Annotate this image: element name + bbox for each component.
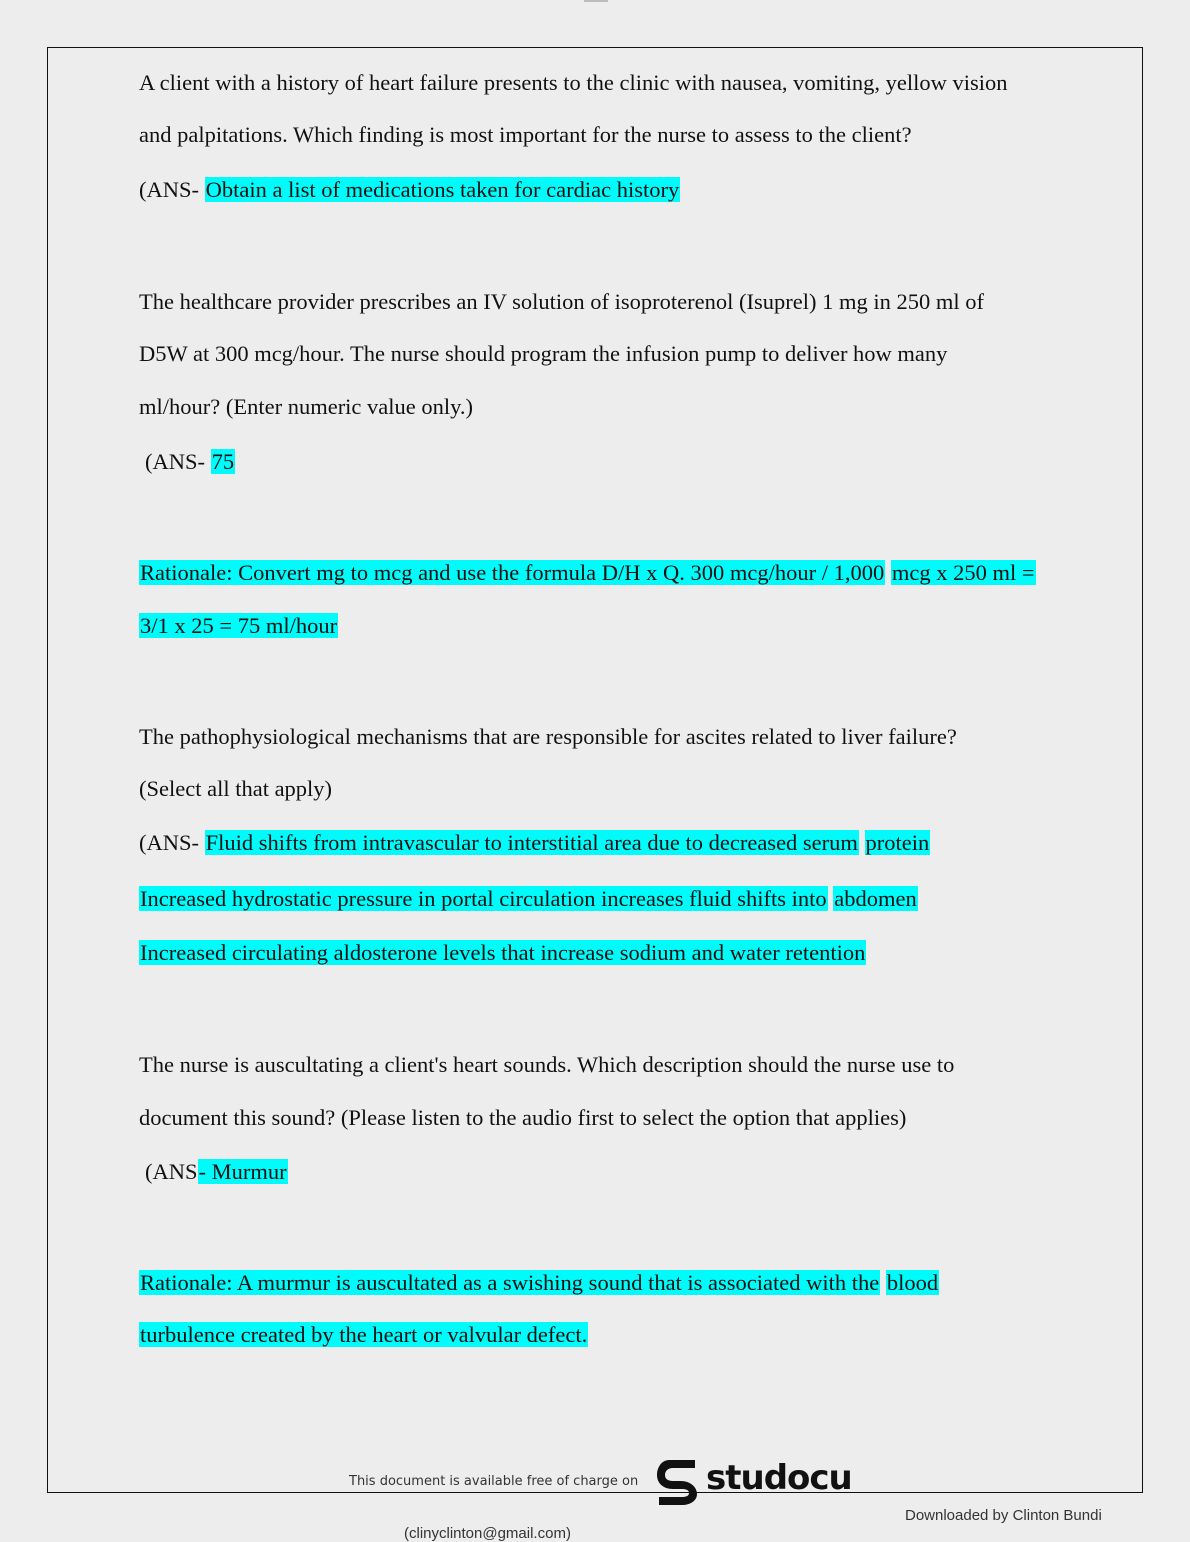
q3-answer-1b: protein <box>865 830 930 855</box>
q3-answer-3: Increased circulating aldosterone levels that increase sodium and water retention <box>140 940 866 965</box>
q4-line-2: document this sound? (Please listen to the audio first to select the option that applies) <box>139 1105 907 1130</box>
q3-answer-2b: abdomen <box>834 886 917 911</box>
q3-line-2: (Select all that apply) <box>139 776 333 801</box>
top-mark <box>584 0 608 2</box>
q2-line-2: D5W at 300 mcg/hour. The nurse should program the infusion pump to deliver how many <box>139 341 948 366</box>
studocu-brand[interactable]: studocu <box>706 1458 852 1498</box>
q3-line-1: The pathophysiological mechanisms that are responsible for ascites related to liver failure? <box>139 724 957 749</box>
q3-answer-2a: Increased hydrostatic pressure in portal circulation increases fluid shifts into <box>140 886 827 911</box>
q4-rationale-line-1 <box>139 1270 939 1296</box>
q4-rationale-a: Rationale: A murmur is auscultated as a swishing sound that is associated with the <box>140 1270 880 1295</box>
q2-rationale-a: Rationale: Convert mg to mcg and use the formula D/H x Q. 300 mcg/hour / 1,000 <box>140 560 885 585</box>
downloaded-by: Downloaded by Clinton Bundi <box>905 1507 1102 1524</box>
available-free-text: This document is available free of charge on <box>349 1474 639 1489</box>
q2-line-1: The healthcare provider prescribes an IV solution of isoproterenol (Isuprel) 1 mg in 250 ml of <box>139 289 984 314</box>
q3-answer-1a: Fluid shifts from intravascular to interstitial area due to decreased serum <box>205 830 858 855</box>
q4-line-1: The nurse is auscultating a client's heart sounds. Which description should the nurse use to <box>139 1052 955 1077</box>
q2-rationale-c: 3/1 x 25 = 75 ml/hour <box>140 613 338 638</box>
q2-rationale-b: mcg x 250 ml = <box>891 560 1035 585</box>
q2-answer-prefix: (ANS- <box>145 449 211 474</box>
q3-answer-line-2 <box>139 886 918 912</box>
q2-answer: 75 <box>211 449 235 474</box>
q1-answer-line <box>139 177 680 203</box>
q1-line-2: and palpitations. Which finding is most important for the nurse to assess to the client? <box>139 122 912 147</box>
q1-answer: Obtain a list of medications taken for cardiac history <box>205 177 680 202</box>
q3-answer-line-1 <box>139 830 930 856</box>
q4-rationale-b: blood <box>886 1270 939 1295</box>
q4-answer: - Murmur <box>198 1159 287 1184</box>
q3-answer-line-3 <box>139 940 866 966</box>
q4-rationale-line-2 <box>139 1322 588 1348</box>
q3-answer-prefix: (ANS- <box>139 830 205 855</box>
downloader-email: (clinyclinton@gmail.com) <box>404 1525 571 1542</box>
q2-answer-line <box>145 449 235 475</box>
q1-line-1: A client with a history of heart failure presents to the clinic with nausea, vomiting, yellow vision <box>139 70 1008 95</box>
q4-answer-line <box>145 1159 288 1185</box>
q2-rationale-line-1 <box>139 560 1036 586</box>
q2-line-3: ml/hour? (Enter numeric value only.) <box>139 394 474 419</box>
q4-rationale-c: turbulence created by the heart or valvular defect. <box>140 1322 588 1347</box>
studocu-logo-icon[interactable] <box>655 1458 699 1506</box>
q1-answer-prefix: (ANS- <box>139 177 205 202</box>
q2-rationale-line-2 <box>139 613 338 639</box>
q4-answer-prefix: (ANS <box>145 1159 198 1184</box>
